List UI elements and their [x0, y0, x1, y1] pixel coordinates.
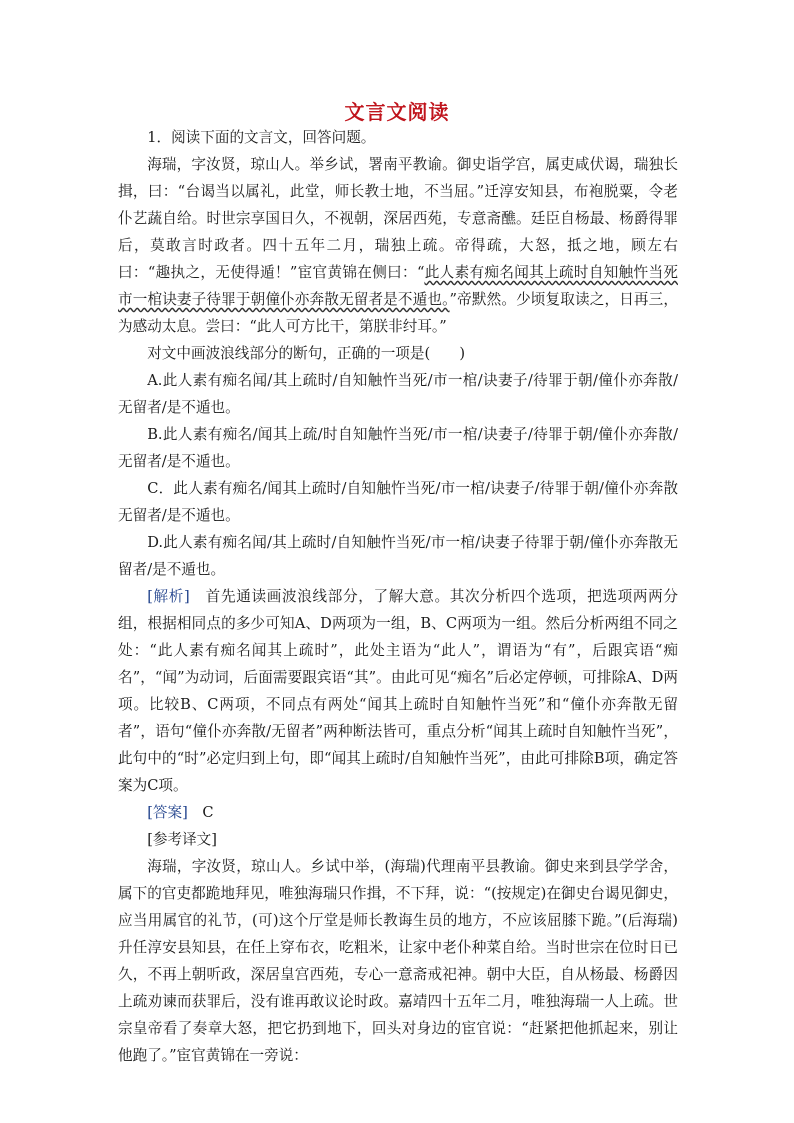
- question-stem: 对文中画波浪线部分的断句，正确的一项是( ): [147, 345, 466, 362]
- passage-text-part2: ”帝默然。少顷复取读之，日再三，为感动太息。尝曰：“此人可方比干，第朕非纣耳。”: [118, 291, 678, 335]
- page-title: 文言文阅读: [344, 100, 450, 124]
- option-b: B.此人素有痴名/闻其上疏/时自知触忤当死/市一棺/诀妻子/待罪于朝/僮仆亦奔散/无留者/是不遁也。: [118, 426, 678, 470]
- option-c: C．此人素有痴名/闻其上疏时/自知触忤当死/市一棺/诀妻子/待罪于朝/僮仆亦奔散无留者/是不遁也。: [118, 480, 678, 524]
- analysis-paragraph: [118, 583, 678, 799]
- answer-label: [答案]: [147, 804, 188, 821]
- document-body: [118, 124, 678, 1069]
- analysis-label: [解析]: [147, 588, 190, 605]
- translation-text: 海瑞，字汝贤，琼山人。乡试中举，(海瑞)代理南平县教谕。御史来到县学学舍，属下的官吏都跪地拜见，唯独海瑞只作揖，不下拜，说：“(按规定)在御史台谒见御史，应当用属官的礼节，(可)这个厅堂是师长教诲生员的地方，不应该屈膝下跪。”(后海瑞)升任淳安县知县，在任上穿布衣，吃粗米，让家中老仆种菜自给。当时世宗在位时日已久，不再上朝听政，深居皇宫西苑，专心一意斋戒祀神。朝中大臣，自从杨最、杨爵因上疏劝谏而获罪后，没有谁再敢议论时政。嘉靖四十五年二月，唯独海瑞一人上疏。世宗皇帝看了奏章大怒，把它扔到地下，回头对身边的宦官说：“赶紧把他抓起来，别让他跑了。”宦官黄锦在一旁说：: [118, 858, 678, 1064]
- analysis-text: 首先通读画波浪线部分，了解大意。其次分析四个选项，把选项两两分组，根据相同点的多少可知A、D两项为一组，B、C两项为一组。然后分析两组不同之处：“此人素有痴名闻其上疏时”，此处主语为“此人”，谓语为“有”，后跟宾语“痴名”，“闻”为动词，后面需要跟宾语“其”。由此可见“痴名”后必定停顿，可排除A、D两项。比较B、C两项，不同点有两处“闻其上疏时自知触忤当死”和“僮仆亦奔散无留者”，语句“僮仆亦奔散/无留者”两种断法皆可，重点分析“闻其上疏时自知触忤当死”，此句中的“时”必定归到上句，即“闻其上疏时/自知触忤当死”，由此可排除B项，确定答案为C项。: [118, 588, 678, 794]
- option-a: A.此人素有痴名闻/其上疏时/自知触忤当死/市一棺/诀妻子/待罪于朝/僮仆亦奔散/无留者/是不遁也。: [118, 372, 678, 416]
- answer-paragraph: [118, 799, 678, 826]
- passage-paragraph: [118, 151, 678, 340]
- wavy-underlined-sentence: 此人素有痴名闻其上疏时自知触忤当死市一棺诀妻子待罪于朝僮仆亦奔散无留者是不遁也。: [118, 264, 678, 308]
- question-intro: 1．阅读下面的文言文，回答问题。: [147, 129, 376, 146]
- translation-label: [参考译文]: [147, 831, 217, 848]
- passage-text-part1: 海瑞，字汝贤，琼山人。举乡试，署南平教谕。御史诣学宫，属吏咸伏谒，瑞独长揖，曰：“台谒当以属礼，此堂，师长教士地，不当屈。”迁淳安知县，布袍脱粟，令老仆艺蔬自给。时世宗享国日久，不视朝，深居西苑，专意斋醮。廷臣自杨最、杨爵得罪后，莫敢言时政者。四十五年二月，瑞独上疏。帝得疏，大怒，抵之地，顾左右曰：“趣执之，无使得遁！”宦官黄锦在侧曰：“: [118, 156, 678, 281]
- option-d: D.此人素有痴名闻/其上疏时/自知触忤当死/市一棺/诀妻子待罪于朝/僮仆亦奔散无留者/是不遁也。: [118, 534, 678, 578]
- answer-value: C: [187, 804, 214, 821]
